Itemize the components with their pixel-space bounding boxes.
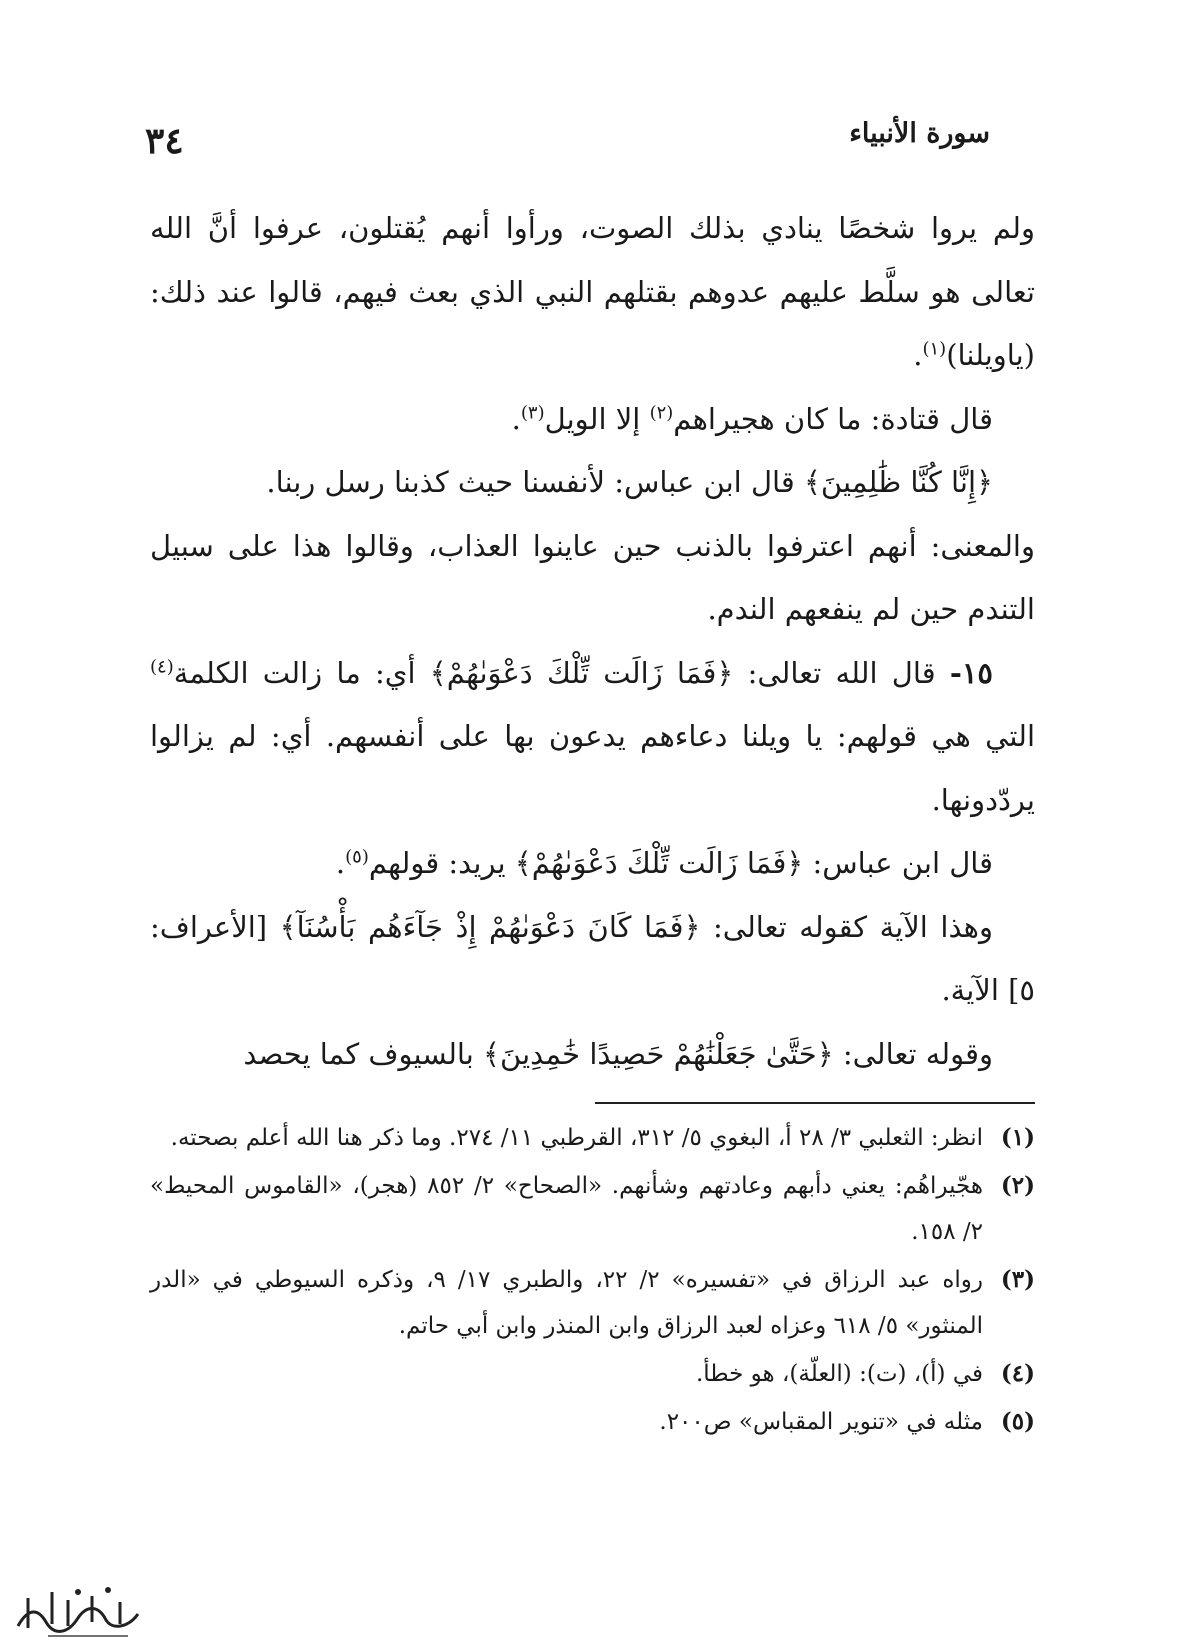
footnote-text: انظر: الثعلبي ٣/ ٢٨ أ، البغوي ٥/ ٣١٢، القرطبي ١١/ ٢٧٤. وما ذكر هنا الله أعلم بصحته.	[170, 1125, 983, 1151]
footnote-3	[150, 1257, 1035, 1349]
footnote-text: هجّيراهُم: يعني دأبهم وعادتهم وشأنهم. «الصحاح» ٢/ ٨٥٢ (هجر)، «القاموس المحيط» ٢/ ١٥٨.	[150, 1173, 984, 1245]
paragraph-8: وقوله تعالى: ﴿حَتَّىٰ جَعَلْنَٰهُمْ حَصِيدًا خَٰمِدِينَ﴾ بالسيوف كما يحصد	[243, 1036, 993, 1071]
quran-verse: ﴿إِنَّا كُنَّا ظَٰلِمِينَ﴾	[803, 465, 993, 499]
verse-number: ١٥-	[949, 655, 994, 690]
publisher-logo-icon	[8, 1578, 158, 1642]
footnote-ref-5[interactable]: (٥)	[345, 846, 369, 868]
footnote-text: رواه عبد الرزاق في «تفسيره» ٢/ ٢٢، والطبري ١٧/ ٩، وذكره السيوطي في «الدر المنثور» ٥/ ٦١٨ وعزاه لعبد الرزاق وابن المنذر وابن أبي حاتم.	[150, 1267, 984, 1339]
footnote-ref-3[interactable]: (٣)	[520, 401, 545, 423]
paragraph-7: وهذا الآية كقوله تعالى: ﴿فَمَا كَانَ دَعْوَىٰهُمْ إِذْ جَآءَهُم بَأْسُنَآ﴾ [الأعراف: ٥] الآية.	[150, 909, 1035, 1007]
footnote-ref-2[interactable]: (٢)	[649, 401, 674, 423]
surah-title: سورة الأنبياء	[849, 118, 990, 149]
quran-verse: ﴿فَمَا زَالَت تِّلْكَ دَعْوَىٰهُمْ﴾	[514, 846, 804, 880]
quran-verse: ﴿فَمَا كَانَ دَعْوَىٰهُمْ إِذْ جَآءَهُم بَأْسُنَآ﴾	[279, 909, 701, 944]
paragraph-4: والمعنى: أنهم اعترفوا بالذنب حين عاينوا العذاب، وقالوا هذا على سبيل التندم حين لم ينفعهم الندم.	[150, 528, 1035, 626]
paragraph-text: ولم يروا شخصًا ينادي بذلك الصوت، ورأوا أنهم يُقتلون، عرفوا أنَّ الله تعالى هو سلَّط عليهم عدوهم بقتلهم النبي الذي بعث فيهم، قالوا عند ذلك: (ياويلنا)	[150, 211, 1035, 372]
main-text	[150, 197, 1035, 1086]
footnote-ref-1[interactable]: (١)	[922, 338, 947, 360]
footnote-ref-4[interactable]: (٤)	[150, 655, 174, 677]
footnote-number: (٥)	[1000, 1408, 1035, 1435]
footnote-1	[150, 1115, 1035, 1161]
footnote-number: (٤)	[1000, 1360, 1035, 1387]
paragraph-3: ﴿إِنَّا كُنَّا ظَٰلِمِينَ﴾ قال ابن عباس: لأنفسنا حيث كذبنا رسل ربنا.	[266, 465, 993, 499]
quran-verse: ﴿فَمَا زَالَت تِّلْكَ دَعْوَىٰهُمْ﴾	[429, 655, 734, 690]
footnote-number: (٣)	[1000, 1266, 1035, 1293]
footnote-2	[150, 1163, 1035, 1255]
page-header	[145, 118, 990, 162]
paragraph-5: ١٥- قال الله تعالى: ﴿فَمَا زَالَت تِّلْكَ دَعْوَىٰهُمْ﴾ أي: ما زالت الكلمة$^{(٤)}$ التي هي قولهم: يا ويلنا دعاءهم يدعون بها على أنفسهم. أي: لم يزالوا يردّدونها.	[150, 655, 1035, 817]
page-number: ٣٤	[145, 120, 184, 162]
footnote-number: (٢)	[1000, 1172, 1035, 1199]
paragraph-6: قال ابن عباس: ﴿فَمَا زَالَت تِّلْكَ دَعْوَىٰهُمْ﴾ يريد: قولهم$^{(٥)}$.	[335, 846, 993, 880]
footnote-number: (١)	[1000, 1124, 1035, 1151]
footnote-text: في (أ)، (ت): (العلّة)، هو خطأ.	[695, 1361, 983, 1387]
footnote-4	[150, 1351, 1035, 1397]
footnotes	[150, 1115, 1035, 1447]
footnote-5	[150, 1399, 1035, 1445]
paragraph-1: ولم يروا شخصًا ينادي بذلك الصوت، ورأوا أنهم يُقتلون، عرفوا أنَّ الله تعالى هو سلَّط عليهم عدوهم بقتلهم النبي الذي بعث فيهم، قالوا عند ذلك: (ياويلنا)$^{(١)}$.	[150, 211, 1035, 372]
footnote-text: مثله في «تنوير المقباس» ص٢٠٠.	[659, 1409, 983, 1435]
footnote-divider	[595, 1102, 1035, 1104]
quran-verse: ﴿حَتَّىٰ جَعَلْنَٰهُمْ حَصِيدًا خَٰمِدِينَ﴾	[483, 1036, 834, 1071]
paragraph-2: قال قتادة: ما كان هجيراهم$^{(٢)}$ إلا الويل$^{(٣)}$.	[511, 401, 993, 436]
